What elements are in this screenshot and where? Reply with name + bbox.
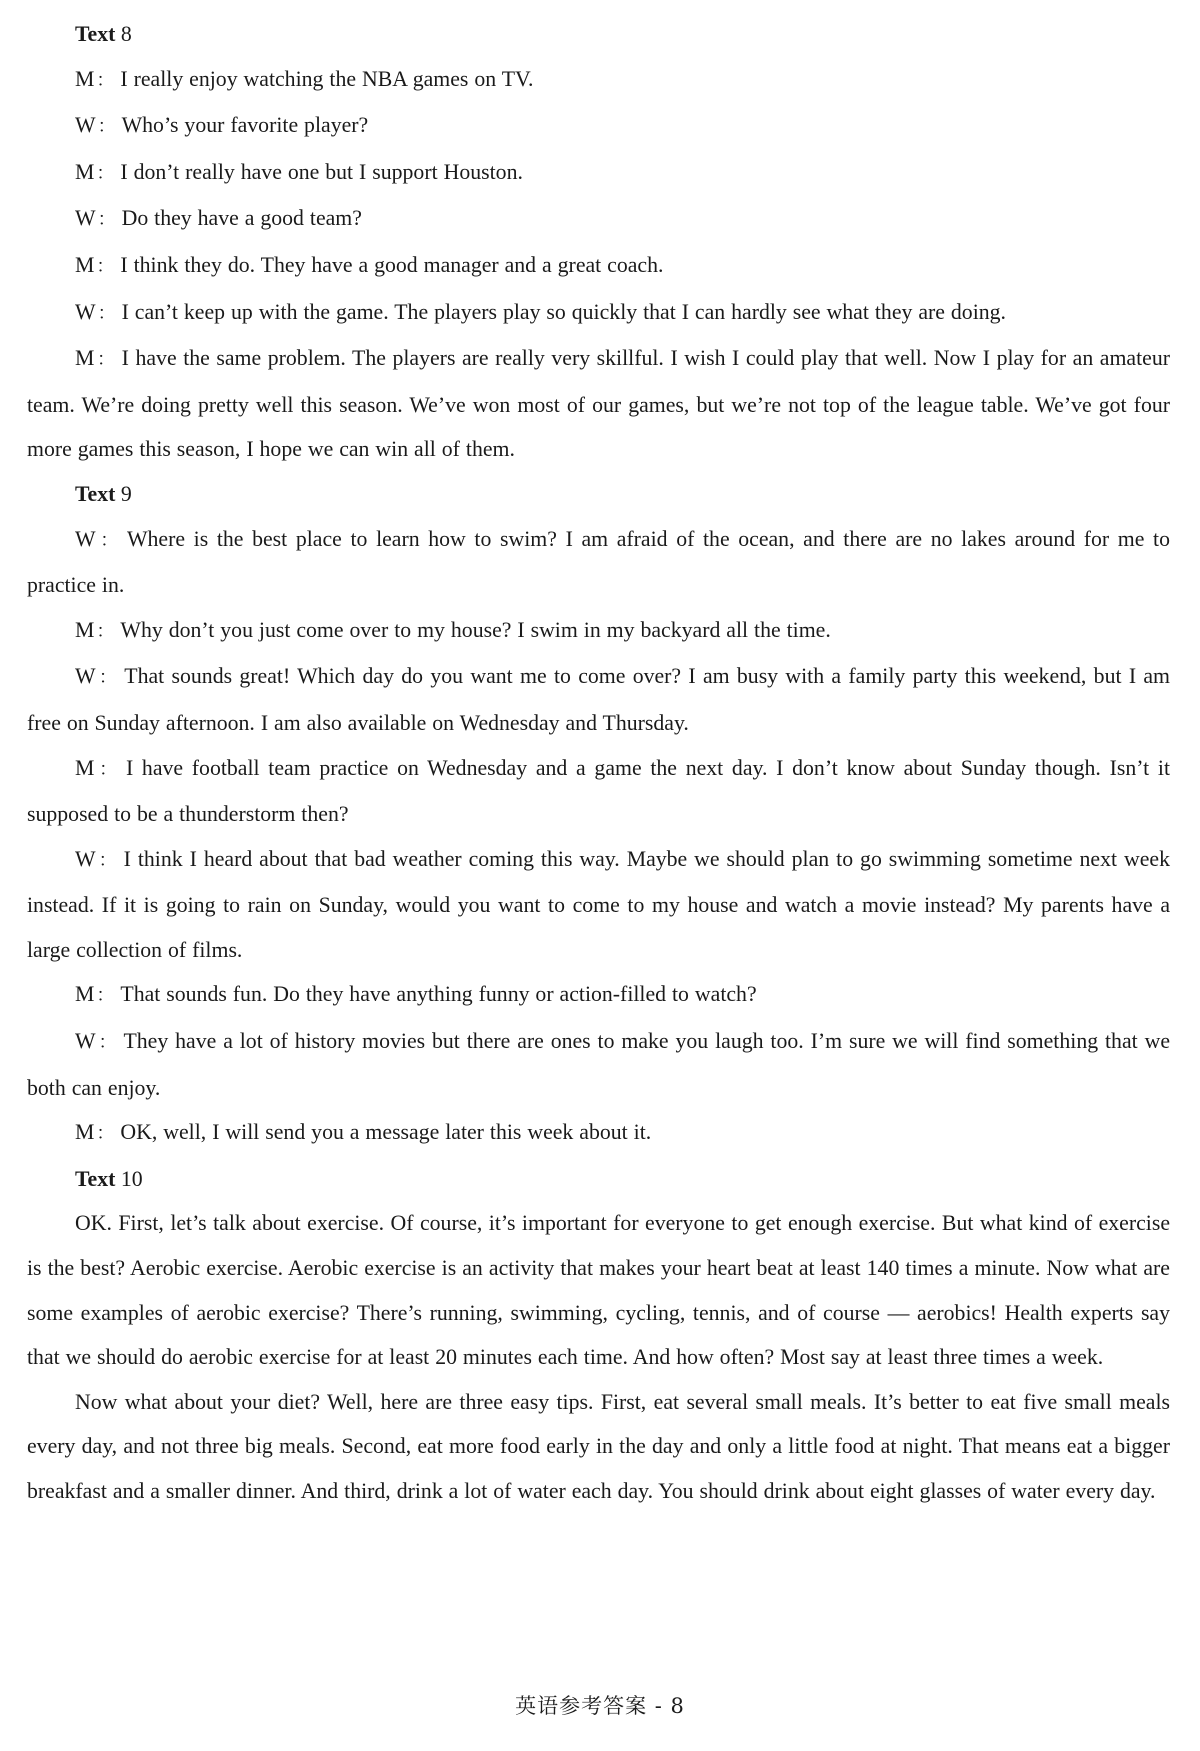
dialogue-line	[27, 746, 1170, 837]
dialogue-line	[27, 517, 1170, 608]
section-heading	[27, 1157, 1170, 1202]
paragraph-text: OK. First, let’s talk about exercise. Of course, it’s important for everyone to get enough exercise. But what kind of exercise is the best? Aerobic exercise. Aerobic exercise is an activity that makes your heart beat at least 140 times a minute. Now what are some examples of aerobic exercise? There’s running, swimming, cycling, tennis, and of course — aerobics! Health experts say that we should do aerobic exercise for at least 20 minutes each time. And how often? Most say at least three times a week.	[27, 1211, 1170, 1370]
dialogue-line	[27, 243, 1170, 290]
dialogue-text: That sounds great! Which day do you want me to come over? I am busy with a family party this weekend, but I am free on Sunday afternoon. I am also available on Wednesday and Thursday.	[27, 664, 1171, 735]
speaker-colon: ：	[97, 1032, 118, 1054]
speaker-label: M	[75, 1120, 95, 1145]
speaker-colon: ：	[97, 849, 118, 871]
speaker-label: W	[75, 664, 96, 689]
dialogue-line	[27, 57, 1170, 104]
dialogue-line	[27, 654, 1170, 745]
dialogue-text: I don’t really have one but I support Houston.	[120, 159, 523, 184]
dialogue-line	[27, 150, 1170, 197]
speaker-label: M	[75, 982, 95, 1007]
dialogue-text: I have football team practice on Wednesday and a game the next day. I don’t know about Sunday though. Isn’t it supposed to be a thunderstorm then?	[27, 755, 1170, 827]
speaker-colon: ：	[97, 116, 116, 138]
speaker-label: M	[75, 159, 95, 184]
speaker-label: M	[75, 617, 95, 642]
speaker-colon: ：	[97, 667, 119, 689]
monologue-paragraph	[27, 1201, 1170, 1379]
monologue-paragraph	[27, 1380, 1170, 1514]
speaker-colon: ：	[96, 758, 120, 780]
speaker-label: W	[75, 846, 96, 871]
dialogue-text: I think they do. They have a good manager and a great coach.	[120, 252, 664, 277]
speaker-colon: ：	[96, 255, 115, 277]
speaker-label: W	[75, 526, 96, 551]
section-heading-label: Text	[75, 1166, 116, 1191]
section-heading	[27, 12, 1170, 57]
speaker-label: W	[75, 1029, 96, 1054]
speaker-colon: ：	[97, 209, 116, 231]
speaker-colon: ：	[96, 69, 115, 91]
dialogue-line	[27, 837, 1170, 973]
dialogue-text: OK, well, I will send you a message later this week about it.	[120, 1120, 652, 1145]
dialogue-line	[27, 1110, 1170, 1157]
dialogue-text: I can’t keep up with the game. The players play so quickly that I can hardly see what they are doing.	[121, 299, 1006, 324]
dialogue-line	[27, 972, 1170, 1019]
speaker-label: W	[75, 113, 96, 138]
dialogue-text: I think I heard about that bad weather coming this way. Maybe we should plan to go swimming sometime next week instead. If it is going to rain on Sunday, would you want to come to my house and watch a movie instead? My parents have a large collection of films.	[27, 846, 1171, 962]
dialogue-text: They have a lot of history movies but there are ones to make you laugh too. I’m sure we will find something that we both can enjoy.	[27, 1029, 1170, 1100]
speaker-label: W	[75, 299, 96, 324]
section-text-8	[27, 12, 1170, 472]
speaker-colon: ：	[97, 529, 121, 551]
dialogue-text: Do they have a good team?	[121, 206, 362, 231]
section-heading-number: 8	[120, 22, 132, 46]
section-heading	[27, 472, 1170, 517]
dialogue-text: Where is the best place to learn how to swim? I am afraid of the ocean, and there are no lakes around for me to practice in.	[27, 526, 1170, 598]
dialogue-line	[27, 196, 1170, 243]
speaker-colon: ：	[96, 1123, 115, 1145]
speaker-colon: ：	[96, 620, 115, 642]
section-heading-label: Text	[75, 22, 116, 46]
dialogue-text: I have the same problem. The players are really very skillful. I wish I could play that well. Now I play for an amateur team. We’re doing pretty well this season. We’ve won most of our games, but we’re not top of the league table. We’ve got four more games this season, I hope we can win all of them.	[27, 346, 1170, 462]
dialogue-text: That sounds fun. Do they have anything funny or action-filled to watch?	[120, 982, 757, 1007]
speaker-label: M	[75, 346, 95, 371]
dialogue-line	[27, 1019, 1170, 1110]
speaker-colon: ：	[96, 349, 116, 371]
dialogue-line	[27, 103, 1170, 150]
dialogue-text: Why don’t you just come over to my house? I swim in my backyard all the time.	[120, 617, 831, 642]
dialogue-line	[27, 336, 1170, 472]
section-heading-label: Text	[75, 481, 116, 506]
section-text-10	[27, 1157, 1170, 1514]
paragraph-text: Now what about your diet? Well, here are three easy tips. First, eat several small meals. It’s better to eat five small meals every day, and not three big meals. Second, eat more food early in the day and only a little food at night. That means eat a bigger breakfast and a smaller dinner. And third, drink a lot of water each day. You should drink about eight glasses of water every day.	[27, 1389, 1170, 1503]
section-text-9	[27, 472, 1170, 1157]
page-footer: 英语参考答案 - 8	[515, 1694, 685, 1718]
speaker-colon: ：	[97, 302, 116, 324]
speaker-colon: ：	[96, 162, 115, 184]
section-heading-number: 9	[120, 481, 132, 506]
dialogue-line	[27, 608, 1170, 655]
speaker-colon: ：	[96, 985, 115, 1007]
speaker-label: M	[75, 66, 95, 91]
speaker-label: M	[75, 252, 95, 277]
dialogue-line	[27, 290, 1170, 337]
section-heading-number: 10	[120, 1166, 143, 1191]
speaker-label: M	[75, 755, 95, 780]
dialogue-text: Who’s your favorite player?	[121, 113, 369, 138]
speaker-label: W	[75, 206, 96, 231]
dialogue-text: I really enjoy watching the NBA games on TV.	[120, 66, 534, 91]
